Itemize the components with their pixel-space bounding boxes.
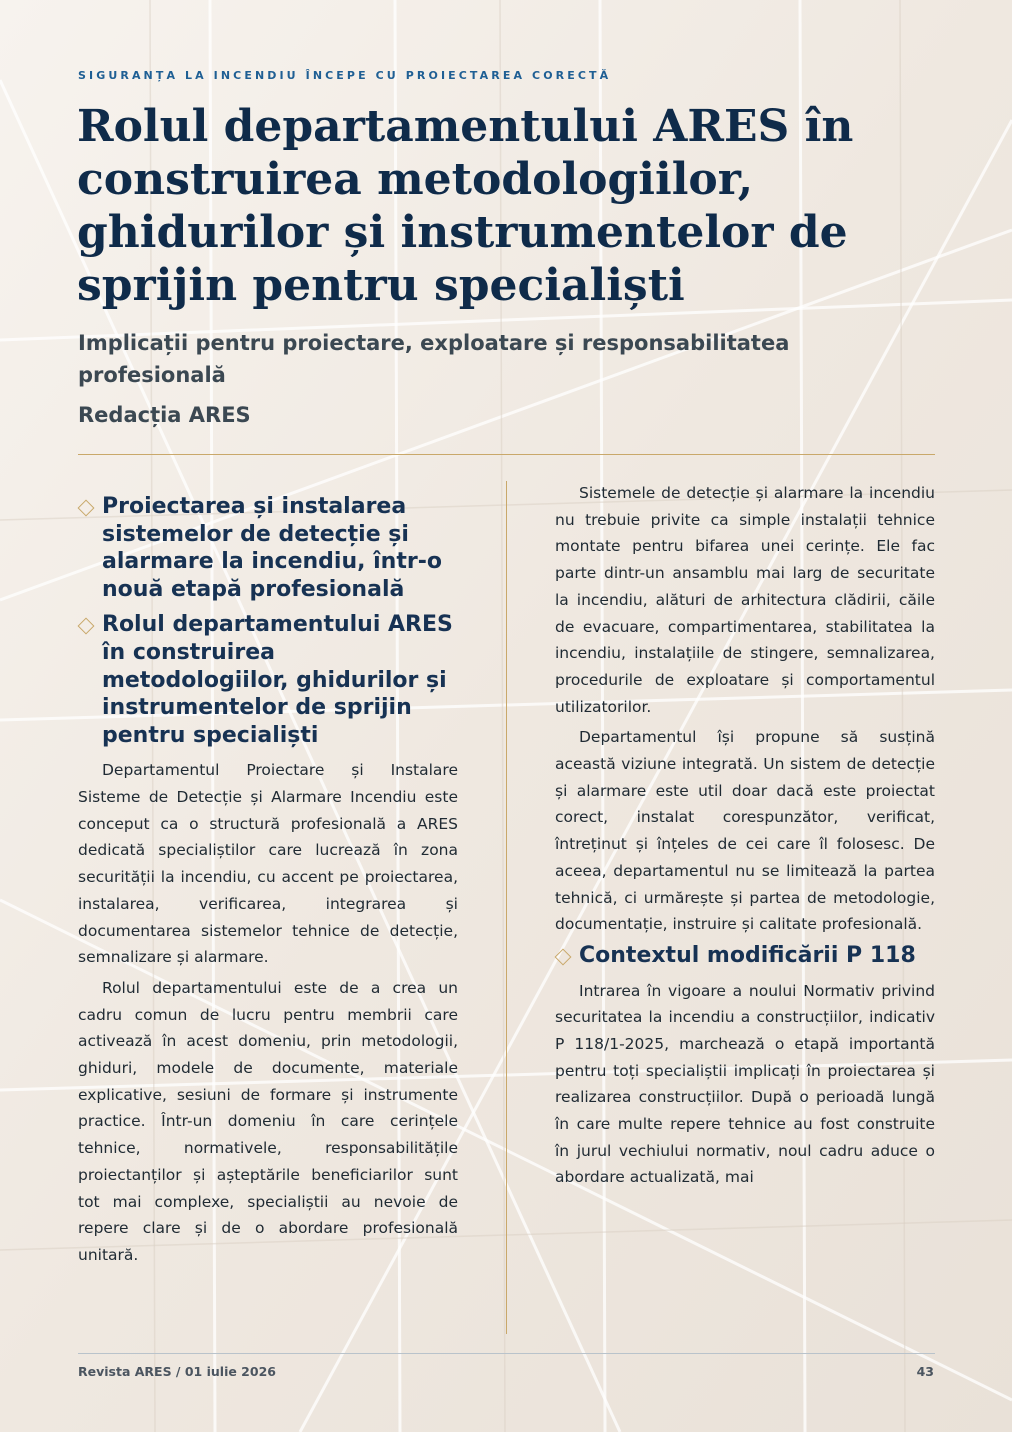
article-author: Redacția ARES [78, 403, 251, 427]
left-column [78, 493, 458, 1273]
body-paragraph: Rolul departamentului este de a crea un cadru comun de lucru pentru membrii care activează în acest domeniu, prin metodologii, ghiduri, modele de documente, materiale explicative, sesiuni de formare și instrumente practice. Într-un domeniu în care cerințele tehnice, normativele, responsabilitățile proiectanților și așteptările beneficiarilor sunt tot mai complexe, specialiștii au nevoie de repere clare și de o abordare profesională unitară. [78, 978, 458, 1264]
footer-publication: Revista ARES / 01 iulie 2026 [78, 1364, 276, 1379]
body-paragraph: Intrarea în vigoare a noului Normativ privind securitatea la incendiu a construcțiilor, indicativ P 118/1-2025, marchează o etapă importantă pentru toți specialiștii implicați în proiectarea și realizarea construcțiilor. După o perioadă lungă în care multe repere tehnice au fost construite în jurul vechiului normativ, noul cadru aduce o abordare actualizată, mai [555, 981, 935, 1187]
diamond-outline-icon [78, 500, 95, 517]
article-subtitle: Implicații pentru proiectare, exploatare și responsabilitatea profesională [78, 331, 790, 387]
section-kicker: SIGURANȚA LA INCENDIU ÎNCEPE CU PROIECTAREA CORECTĂ [78, 69, 612, 82]
body-paragraph: Departamentul Proiectare și Instalare Sisteme de Detecție și Alarmare Incendiu este conceput ca o structură profesională a ARES dedicată specialiștilor care lucrează în zona securității la incendiu, cu accent pe proiectarea, instalarea, verificarea, integrarea și documentarea sistemelor tehnice de detecție, semnalizare și alarmare. [78, 761, 458, 967]
article-title: Rolul departamentului ARES în construirea metodologiilor, ghidurilor și instrumentelor de sprijin pentru specialiști [77, 101, 854, 311]
body-paragraph: Sistemele de detecție și alarmare la incendiu nu trebuie privite ca simple instalații tehnice montate pentru bifarea unei cerințe. Ele fac parte dintr-un ansamblu mai larg de securitate la incendiu, alături de arhitectura clădirii, căile de evacuare, compartimentarea, stabilitatea la incendiu, instalațiile de stingere, semnalizarea, procedurile de exploatare și comportamentul utilizatorilor. [555, 484, 935, 716]
right-column [555, 480, 935, 1195]
section-heading [78, 493, 458, 603]
header-divider [78, 454, 935, 455]
column-divider [506, 481, 507, 1334]
body-paragraph: Departamentul își propune să susțină această viziune integrată. Un sistem de detecție și alarmare este util doar dacă este proiectat corect, instalat corespunzător, verificat, întreținut și înțeles de cei care îl folosesc. De aceea, departamentul nu se limitează la partea tehnică, ci urmărește și partea de metodologie, documentație, instruire și calitate profesională. [555, 728, 935, 934]
page-number: 43 [916, 1364, 934, 1379]
section-heading [78, 611, 458, 749]
section-heading-text: Contextul modificării P 118 [579, 942, 916, 968]
diamond-outline-icon [555, 948, 572, 965]
section-heading-text: Rolul departamentului ARES în construirea metodologiilor, ghidurilor și instrumentelor de sprijin pentru specialiști [102, 612, 453, 748]
section-heading [555, 942, 935, 970]
footer-divider [78, 1353, 935, 1354]
section-heading-text: Proiectarea și instalarea sistemelor de detecție și alarmare la incendiu, într-o nouă etapă profesională [102, 494, 442, 602]
diamond-outline-icon [78, 618, 95, 635]
